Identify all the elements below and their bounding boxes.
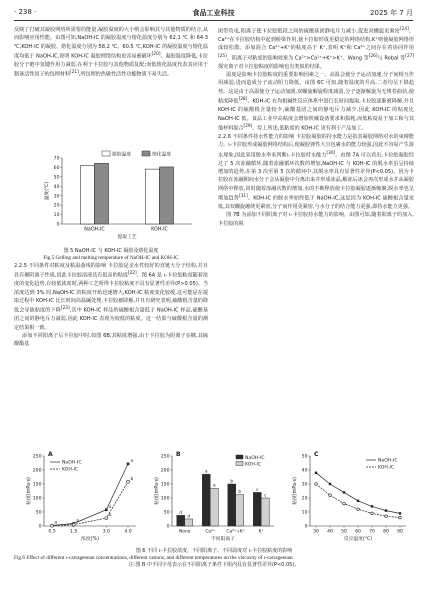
fig6b-legend-swatch bbox=[236, 462, 243, 466]
fig5-bar-熔化温度-NaOH-IC bbox=[95, 163, 109, 224]
fig6a-point-KOH-IC bbox=[127, 480, 130, 483]
fig5-y-tick-label: 10 bbox=[53, 213, 60, 219]
fig6b-panel-letter: B bbox=[176, 451, 181, 458]
fig6b-y-tick-label: 100 bbox=[160, 496, 170, 502]
fig6c-point-NaOH-IC bbox=[399, 512, 401, 514]
fig5-caption: 图 5 NaOH-IC 与 KOH-IC 凝胶及熔化温度 Fig.5 Gelling and melting temperature of NaOH-IC and KOH-IC bbox=[43, 248, 179, 261]
fig6b-sig-letter: a bbox=[212, 482, 216, 488]
fig6a-point-NaOH-IC bbox=[127, 463, 130, 466]
fig6c-y-tick-label: 20 bbox=[301, 496, 308, 502]
fig6c-point-NaOH-IC bbox=[371, 505, 373, 507]
fig5-chart bbox=[14, 148, 208, 244]
fig6c-x-tick-label: 60 bbox=[355, 529, 361, 535]
fig6b-bar-KOH-IC bbox=[210, 488, 218, 526]
fig6b-x-tick-label: K⁺ bbox=[258, 529, 264, 535]
fig6c-x-tick-label: 50 bbox=[341, 529, 347, 535]
fig6a-x-tick-label: 0.5 bbox=[48, 529, 56, 535]
fig6a-point-label: a bbox=[130, 457, 134, 463]
fig6b-sig-letter: c bbox=[256, 486, 259, 492]
fig6c-line-NaOH-IC bbox=[316, 473, 400, 514]
fig6c-point-KOH-IC bbox=[343, 502, 346, 505]
fig6a-point-label: a bbox=[54, 519, 58, 525]
fig6b-legend-swatch bbox=[236, 455, 243, 459]
fig6b-sig-letter: d bbox=[187, 513, 191, 519]
paragraph-cation-bridge: 团带负电,阳离子使卡拉胶链段之间的硫酸基团静电斥力减小,促进双螺旋更紧密[24]。Ca²⁺在卡拉胶结构中起到桥梁作用,使卡拉胶形成更稳定的网络结构,K⁺则使凝胶网络形成较松散。添加混合 Ca²⁺+K⁺的粘度高于 K⁺,表明 K⁺和 Ca²⁺之间存在着协同作用[25]。阳离子对粘度的影响效果为 Ca²⁺>Ca²⁺+K⁺>K⁺。Wang 等[26]与 Robal 等[27]探究离子对卡拉胶粘度的影响也有类似的结果。 bbox=[218, 27, 415, 70]
fig6b-bar-KOH-IC bbox=[261, 498, 269, 526]
fig6b-y-tick-label: 250 bbox=[160, 454, 170, 460]
fig6b-y-tick-label: 150 bbox=[160, 482, 170, 488]
fig6a-point-label: b bbox=[130, 475, 134, 481]
fig6c-legend-label: KOH-IC bbox=[378, 465, 395, 471]
fig6a-y-label: 粘度(mPa·s) bbox=[27, 477, 32, 505]
fig5-y-tick-label: 20 bbox=[53, 203, 60, 209]
fig6b-x-tick-label: None bbox=[179, 529, 191, 535]
fig6b-bar-NaOH-IC bbox=[177, 515, 185, 526]
fig6c-y-tick-label: 0 bbox=[304, 524, 308, 530]
fig6b-y-tick-label: 50 bbox=[163, 510, 170, 516]
fig6c-x-tick-label: 70 bbox=[369, 529, 375, 535]
fig6a-point-KOH-IC bbox=[51, 524, 54, 527]
fig6b-bar-NaOH-IC bbox=[202, 474, 210, 526]
fig6b-bar-NaOH-IC bbox=[228, 484, 236, 526]
fig6b-bar-NaOH-IC bbox=[253, 492, 261, 526]
fig6c-x-tick-label: 30 bbox=[313, 529, 319, 535]
fig6a-x-tick-label: 3.0 bbox=[102, 529, 110, 535]
fig6b-x-tick-label: Ca²⁺+K⁺ bbox=[226, 529, 246, 535]
page-number: · 238 · bbox=[14, 8, 37, 16]
fig5-y-tick-label: 50 bbox=[53, 175, 60, 181]
fig6b-y-label: 粘度(mPa·s) bbox=[155, 477, 160, 505]
fig6c-x-label: 反应温度(℃) bbox=[343, 537, 373, 542]
fig6c-point-NaOH-IC bbox=[357, 500, 359, 502]
paragraph-temperature: 温度是影响卡拉胶粘度的重要影响因素之一。高温会使分子运动加速,分子间相互作用减弱,进而造成分子流动阻力降低。由图 6C 可知,随着温度的升高,二者均呈下降趋势。这是由于高温使分子运动加剧,双螺旋解旋程度减弱,分子逐渐解旋为无规卷曲状,使粘度降低[28]。KOH-IC 在均相碱性反应体系中进行长时间提取,卡拉胶逐渐被降解,并且 KOH-IC 的硫酸根含量较少,硫酸基团之间的静电斥力减少,因此 KOH-IC 的粘度比 NaOH-IC 低。食品工业中高粘度会增加机械设备要求和损耗,而低粘度易于加工和与其他材料混合[29]。综上所述,低粘度的 KOH-IC 更有利于产品加工。 bbox=[218, 72, 414, 132]
fig6a-y-tick-label: 150 bbox=[32, 482, 42, 488]
fig6c-x-tick-label: 90 bbox=[397, 529, 403, 535]
fig6a-y-tick-label: 50 bbox=[35, 510, 42, 516]
paragraph-cations: 添加不同阳离子后卡拉胶中时,如图 6B,其粘度增强,由于卡拉胶为阴离子多糖,其硫酸酯基 bbox=[14, 333, 208, 348]
paragraph-fig7b: 图 7B 为添加不同阳离子对 ι-卡拉胶持水能力的影响。由图可知,随着阳离子的加入,卡拉胶的脱 bbox=[218, 212, 414, 227]
fig6a-line-NaOH-IC bbox=[52, 464, 128, 526]
fig6b-bar-KOH-IC bbox=[236, 495, 244, 526]
fig6c-point-NaOH-IC bbox=[329, 483, 331, 485]
fig6c-x-tick-label: 80 bbox=[383, 529, 389, 535]
fig6a-x-label: 浓度(%) bbox=[81, 537, 99, 542]
fig6a-point-NaOH-IC bbox=[105, 508, 108, 511]
fig6-caption: 图 6 不同 ι-卡拉胶浓度、不同阳离子、不同温度对 ι-卡拉胶粘度的影响 Fig.6 Effect of different ι-carrageenan concentrations, different cations, and different temperatures on the viscosity of ι-carrageenan 注:图 B 中不同字母表示在不同阳离子条件下组内具有显著性差异(P<0.05)。 bbox=[14, 548, 300, 569]
fig6b-bar-KOH-IC bbox=[185, 519, 193, 526]
fig6c-point-KOH-IC bbox=[357, 508, 360, 511]
fig6a-panel-letter: A bbox=[48, 451, 53, 458]
fig5-legend-swatch bbox=[142, 151, 150, 156]
fig6c-point-KOH-IC bbox=[315, 483, 318, 486]
fig6c-point-KOH-IC bbox=[371, 512, 374, 515]
fig6c-y-label: 粘度(mPa·s) bbox=[293, 477, 298, 505]
fig6b-x-label: 不同阳离子 bbox=[211, 537, 235, 542]
fig5-legend-label: 熔化温度 bbox=[152, 152, 172, 158]
fig6c-point-NaOH-IC bbox=[315, 472, 317, 474]
fig5-y-tick-label: 30 bbox=[53, 194, 60, 200]
fig6a-point-KOH-IC bbox=[105, 517, 108, 520]
fig6a-point-label: a bbox=[108, 503, 112, 509]
fig6a-point-label: b bbox=[108, 512, 112, 518]
fig6a-y-tick-label: 100 bbox=[32, 496, 42, 502]
fig6a-legend-label: NaOH-IC bbox=[62, 460, 82, 466]
fig6b-sig-letter: d bbox=[179, 509, 183, 515]
fig6c-panel-letter: C bbox=[314, 451, 319, 458]
fig6c-point-NaOH-IC bbox=[385, 509, 387, 511]
fig5-bar-熔化温度-KOH-IC bbox=[160, 167, 174, 224]
fig5-y-tick-label: 60 bbox=[53, 166, 60, 172]
fig6c-legend-label: NaOH-IC bbox=[378, 458, 398, 464]
fig6c-y-tick-label: 10 bbox=[301, 510, 308, 516]
figure-6-chart bbox=[14, 448, 414, 548]
fig5-legend-label: 凝胶温度 bbox=[112, 152, 132, 158]
fig6a-point-label: a bbox=[76, 517, 79, 523]
fig6c-point-NaOH-IC bbox=[343, 491, 345, 493]
fig6a-legend-label: KOH-IC bbox=[62, 467, 79, 473]
fig6c-point-KOH-IC bbox=[399, 516, 402, 519]
left-column-bottom bbox=[14, 262, 208, 349]
fig6c-x-tick-label: 40 bbox=[327, 529, 333, 535]
fig5-y-tick-label: 40 bbox=[53, 184, 60, 190]
right-column bbox=[218, 26, 414, 228]
fig5-bar-凝胶温度-NaOH-IC bbox=[81, 165, 95, 224]
fig6b-sig-letter: b bbox=[230, 478, 234, 484]
fig6a-y-tick-label: 250 bbox=[32, 454, 42, 460]
fig6b-sig-letter: b bbox=[238, 489, 242, 495]
fig5-x-tick-label: KOH-IC bbox=[151, 227, 168, 233]
fig6a-y-tick-label: 200 bbox=[32, 468, 42, 474]
fig6b-x-tick-label: Ca²⁺ bbox=[205, 529, 216, 535]
fig6c-y-tick-label: 30 bbox=[301, 482, 308, 488]
issue-date: 2025 年 7 月 bbox=[370, 9, 413, 17]
fig6b-sig-letter: c bbox=[264, 492, 267, 498]
paragraph-gel-temperature: 反映了打破其凝胶网络所需要的能量,凝胶温度的大小则会影响其与其他物质的结合,从而影响应用性能。由图可知,NaOH-IC 的凝胶温度与熔化温度分别为 62.1 ℃ 和 64.3 ℃,KOH-IC 的凝胶、熔化温度分别为 58.2 ℃、60.5 ℃,KOH-IC 的凝胶温度与熔化温度均低于 NaOH-IC,说明 KOH-IC 凝胶网络结构更容易被破坏[20]。凝胶温度降低,卡拉胶分子链中氢键作用力减弱,在利于卡拉胶与其他物质复配;而低熔化温度代表其应用于制备活性因子的包埋材料[21],所包埋的热敏性活性功能物质不易失活。 bbox=[14, 27, 208, 79]
fig6a-y-tick-label: 0 bbox=[38, 524, 42, 530]
fig6a-x-tick-label: 4.0 bbox=[124, 529, 132, 535]
fig5-y-tick-label: 0 bbox=[56, 222, 60, 228]
section-2-2-5: 2.2.5 不同条件对粘度及粘温曲线的影响 卡拉胶是亲水性较好的直链大分子结构,并且具有聚阴离子性质,因此卡拉胶溶液具有很高的粘度[22]。图 6A 是 ι-卡拉胶粘度随着浓度的变化趋势,在较低浓度时,两种工艺所得卡拉胶粘度不具有显著性差异(P>0.05)。当浓度达到 3% 时,NaOH-IC 的粘度开始迅速增大,KOH-IC 粘度变化较缓,这可能是在提取过程中 KOH-IC 比长时间高温碱处理,卡拉胶被降解,并且有研究表明,硫酸根含量的降低会导致粘度的下降[23],其中 KOH-IC 样品的硫酸根含量低于 NaOH-IC 样品,硫酸基团之间的静电斥力减弱,因此 KOH-IC 表现为较低的粘度。这一结果与硫酸根含量的测定结果相一致。 bbox=[14, 263, 208, 331]
left-column-top bbox=[14, 26, 208, 79]
fig6b-sig-letter: a bbox=[204, 468, 208, 474]
running-header bbox=[14, 8, 413, 21]
fig6a-x-tick-label: 1.5 bbox=[70, 529, 78, 535]
fig5-x-tick-label: NaOH-IC bbox=[84, 227, 105, 233]
fig6b-y-tick-label: 0 bbox=[166, 524, 170, 530]
journal-title: 食品工业科技 bbox=[192, 9, 235, 17]
fig6c-point-KOH-IC bbox=[329, 494, 332, 497]
fig6a-point-KOH-IC bbox=[72, 523, 75, 526]
section-2-2-6: 2.2.6 不同条件持水性能力的影响 卡拉胶凝胶的持水能力是指其凝胶网络对水的束缚能力。ι-卡拉胶形成凝胶网络结构后,使凝胶弹性大且包裹水的能力较强,因此不容易产生游水现象,因此采用脱水率来判断ι-卡拉胶持水能力[30]。由图 7A 可以看出,卡拉胶凝胶经过了 5 次冻融循环,随着冻融循环次数的增加,NaOH-IC 与 KOH-IC 的脱水率虽呈持续增加的趋势,在第 3 次至第 5 次的循环中,其脱水率具有显著性差异(P<0.05)。因为卡拉胶在冻融期间水分子会从凝胶中分离出来并形成冰晶,解冻后冰会再次形成水并从凝胶网络中释放,同时随着冻融次数的增加,水的不断释放使卡拉胶凝胶逐渐缩聚,脱水率也呈增加趋势[31]。KOH-IC 的脱水率始终低于 NaOH-IC,这是因为 KOH-IC 硫酸根含量更低,其双螺旋缠绕更紧密,分子间作用更紧密,与水分子的结合能力更强,即持水能力更强。 bbox=[218, 133, 414, 210]
fig5-bar-凝胶温度-KOH-IC bbox=[146, 169, 160, 224]
fig5-x-label: 提取工艺 bbox=[117, 235, 137, 240]
fig6b-legend-label: KOH-IC bbox=[245, 462, 262, 468]
fig6c-y-tick-label: 50 bbox=[301, 454, 308, 460]
fig6c-point-KOH-IC bbox=[385, 515, 388, 518]
fig5-y-label: 温度(℃) bbox=[45, 181, 50, 201]
fig6b-legend-label: NaOH-IC bbox=[245, 455, 265, 461]
fig5-y-tick-label: 70 bbox=[53, 156, 60, 162]
fig6c-y-tick-label: 40 bbox=[301, 468, 308, 474]
figure-5 bbox=[14, 148, 208, 262]
fig5-legend-swatch bbox=[102, 151, 110, 156]
fig6b-y-tick-label: 200 bbox=[160, 468, 170, 474]
